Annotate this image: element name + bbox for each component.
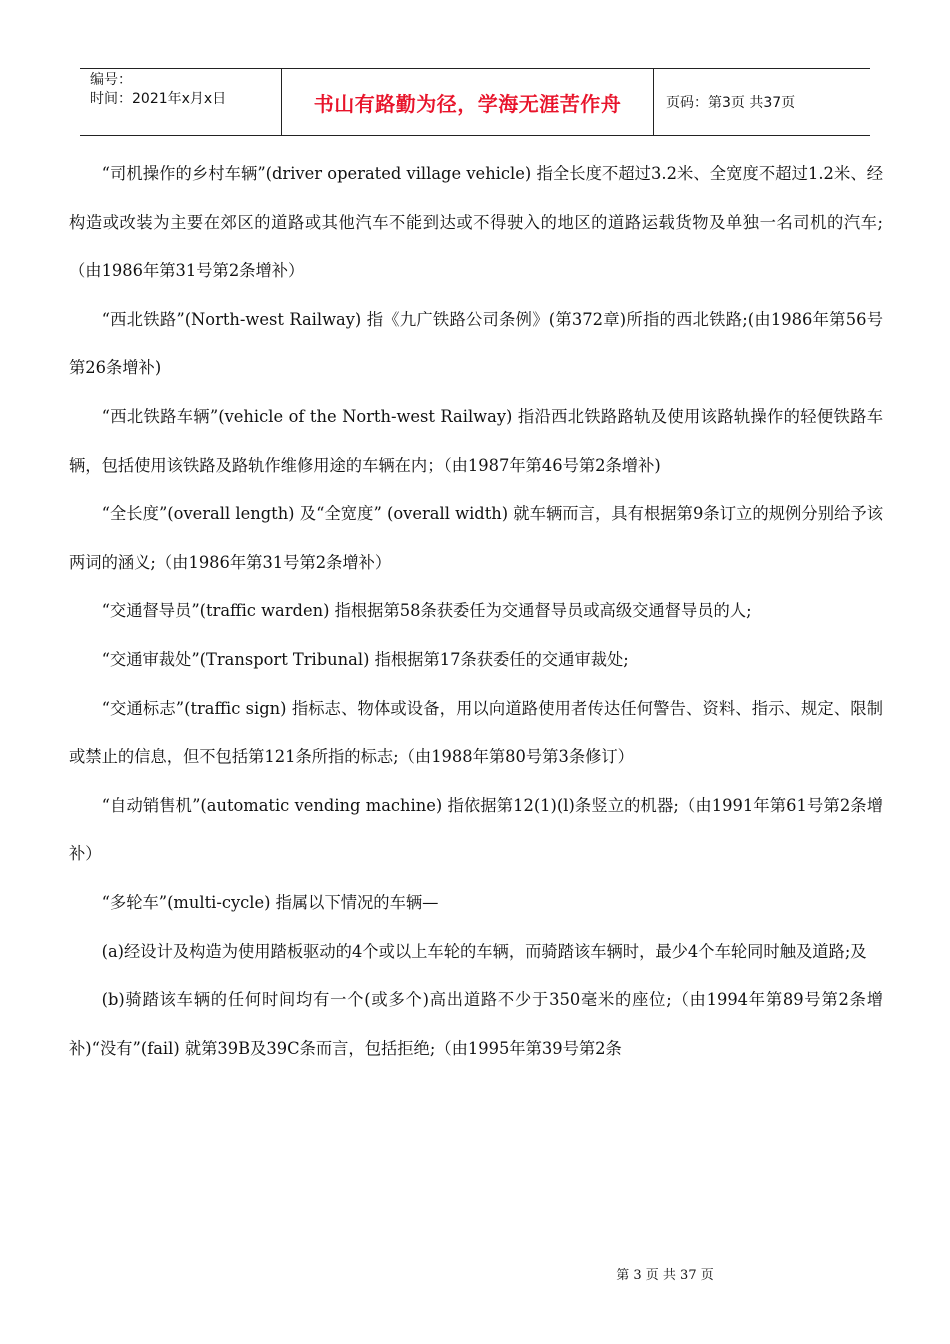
paragraph-multi-cycle-b: (b)骑踏该车辆的任何时间均有一个(或多个)高出道路不少于350毫米的座位;（由1994年第89号第2条增补)“没有”(fail) 就第39B及39C条而言，包括拒绝;（由1995年第39号第2条 xyxy=(69,990,883,1058)
paragraph-driver-operated-village-vehicle: “司机操作的乡村车辆”(driver operated village vehicle) 指全长度不超过3.2米、全宽度不超过1.2米、经构造或改装为主要在郊区的道路或其他汽车不能到达或不得驶入的地区的道路运载货物及单独一名司机的汽车;（由1986年第31号第2条增补） xyxy=(69,164,883,281)
header-page-info: 页码：第3页 共37页 xyxy=(666,95,796,111)
header-motto: 书山有路勤为径，学海无涯苦作舟 xyxy=(282,69,654,135)
paragraph-multi-cycle: “多轮车”(multi-cycle) 指属以下情况的车辆— xyxy=(101,892,439,912)
paragraph-multi-cycle-a: (a)经设计及构造为使用踏板驱动的4个或以上车轮的车辆，而骑踏该车辆时，最少4个车轮同时触及道路;及 xyxy=(101,941,867,961)
paragraph-transport-tribunal: “交通审裁处”(Transport Tribunal) 指根据第17条获委任的交通审裁处; xyxy=(101,649,629,669)
paragraph-automatic-vending-machine: “自动销售机”(automatic vending machine) 指依据第12(1)(l)条竖立的机器;（由1991年第61号第2条增补） xyxy=(69,795,883,864)
paragraph-traffic-warden: “交通督导员”(traffic warden) 指根据第58条获委任为交通督导员或高级交通督导员的人; xyxy=(101,601,752,621)
document-number-label: 编号： xyxy=(90,72,132,88)
paragraph-north-west-railway: “西北铁路”(North-west Railway) 指《九广铁路公司条例》(第372章)所指的西北铁路;(由1986年第56号第26条增补) xyxy=(69,309,883,378)
page-footer: 第 3 页 共 37 页 xyxy=(616,1268,714,1283)
header-meta xyxy=(80,69,282,135)
paragraph-traffic-sign: “交通标志”(traffic sign) 指标志、物体或设备，用以向道路使用者传达任何警告、资料、指示、规定、限制或禁止的信息，但不包括第121条所指的标志;（由1988年第80号第3条修订） xyxy=(69,698,883,767)
document-date: 时间：2021年x月x日 xyxy=(90,91,227,107)
paragraph-vehicle-of-north-west-railway: “西北铁路车辆”(vehicle of the North-west Railway) 指沿西北铁路路轨及使用该路轨操作的轻便铁路车辆，包括使用该铁路及路轨作维修用途的车辆在内；（由1987年第46号第2条增补) xyxy=(69,406,883,475)
document-body xyxy=(69,150,883,1073)
paragraph-overall-length-width: “全长度”(overall length) 及“全宽度” (overall width) 就车辆而言，具有根据第9条订立的规例分别给予该两词的涵义;（由1986年第31号第2条增补） xyxy=(69,504,883,572)
page-header xyxy=(80,68,870,136)
